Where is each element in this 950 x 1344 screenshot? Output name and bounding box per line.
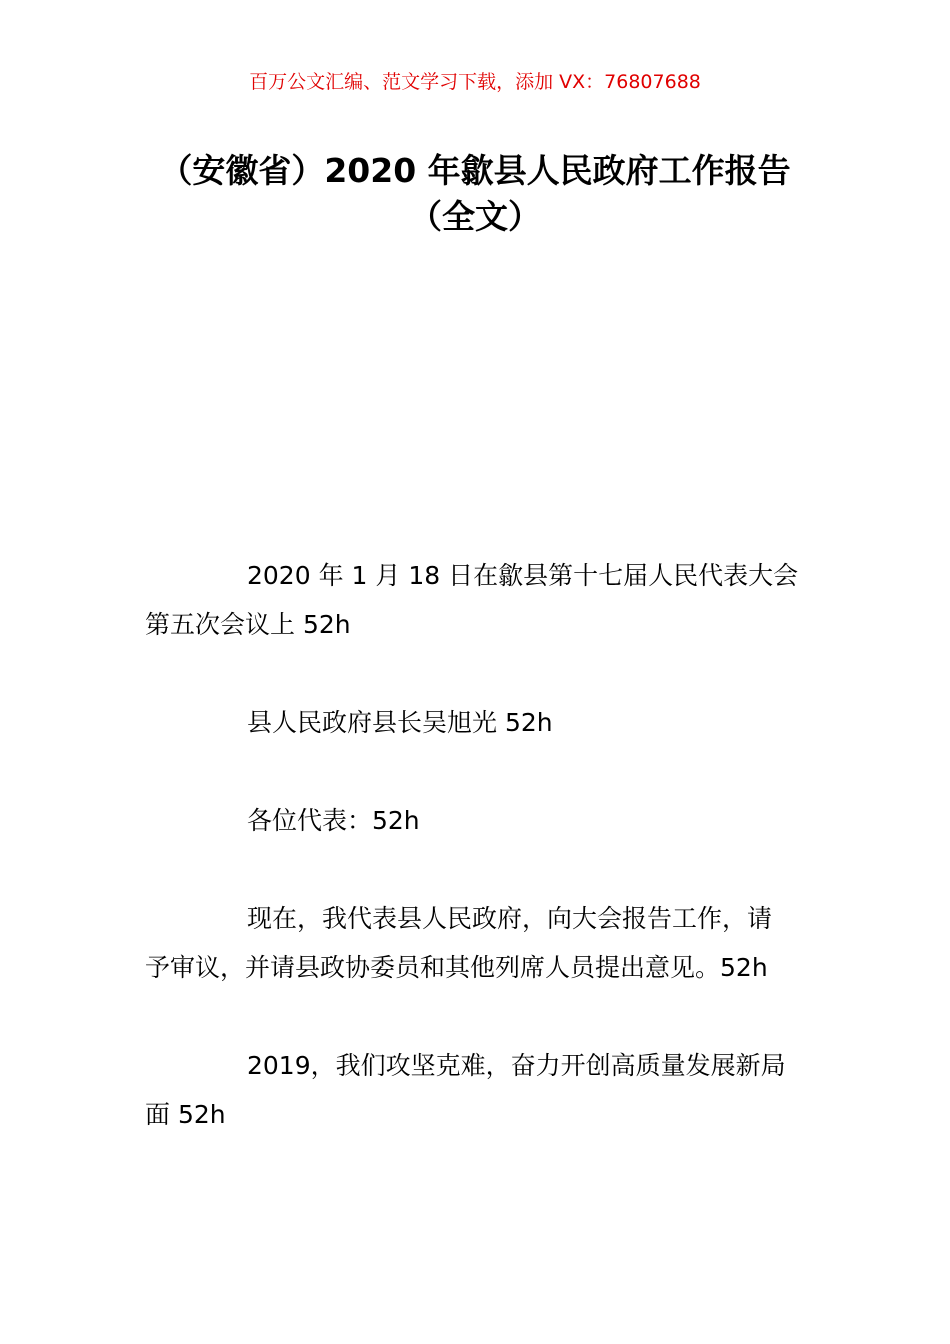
paragraph-meeting-info	[145, 551, 813, 649]
paragraph-line: 第五次会议上 52h	[145, 610, 351, 639]
paragraph-speaker	[145, 698, 813, 747]
title-line-2: （全文）	[409, 197, 541, 236]
paragraph-salutation	[145, 796, 813, 845]
document-title	[0, 148, 950, 240]
paragraph-line: 现在，我代表县人民政府，向大会报告工作，请	[247, 904, 773, 933]
header-watermark-note: 百万公文汇编、范文学习下载，添加 VX：76807688	[249, 71, 701, 93]
paragraph-line: 2019，我们攻坚克难，奋力开创高质量发展新局	[247, 1051, 786, 1080]
paragraph-line: 各位代表：52h	[247, 806, 420, 835]
paragraph-line: 2020 年 1 月 18 日在歙县第十七届人民代表大会	[247, 561, 799, 590]
paragraph-line: 予审议，并请县政协委员和其他列席人员提出意见。52h	[145, 953, 768, 982]
paragraph-line: 县人民政府县长吴旭光 52h	[247, 708, 553, 737]
paragraph-line: 面 52h	[145, 1100, 226, 1129]
paragraph-review-2019	[145, 1041, 813, 1139]
title-line-1: （安徽省）2020 年歙县人民政府工作报告	[159, 151, 791, 190]
paragraph-intro	[145, 894, 813, 992]
document-body	[145, 551, 813, 1188]
